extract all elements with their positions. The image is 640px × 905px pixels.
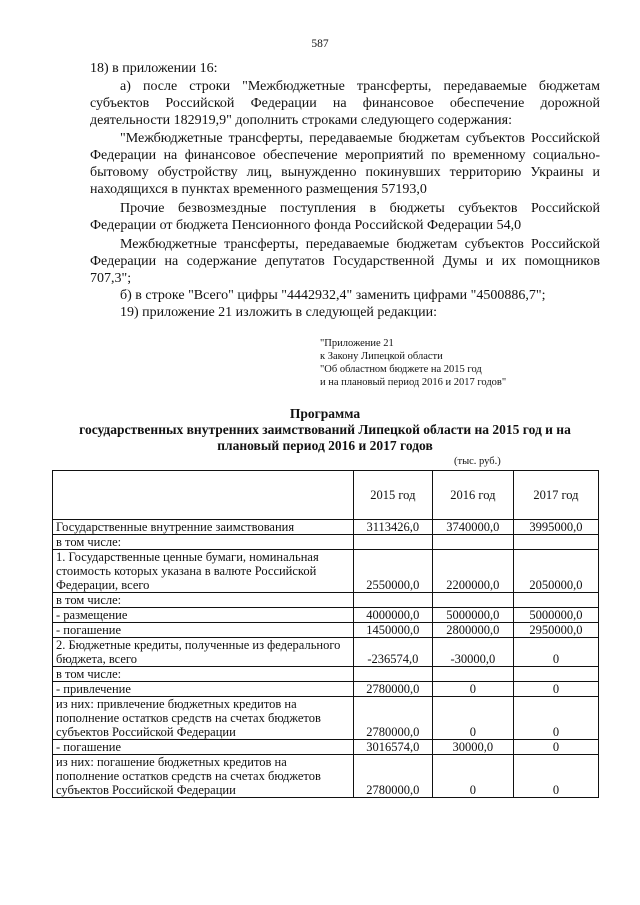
cell-value: 5000000,0 [432, 608, 513, 623]
column-header: 2016 год [432, 471, 513, 520]
cell-value [513, 667, 598, 682]
table-row [53, 638, 599, 667]
paragraph-item-19: 19) приложение 21 изложить в следующей редакции: [120, 305, 437, 320]
paragraph-item-18: 18) в приложении 16: [90, 61, 218, 76]
cell-value: -30000,0 [432, 638, 513, 667]
cell-value: 2050000,0 [513, 550, 598, 593]
cell-value: 2780000,0 [353, 697, 432, 740]
appendix-line: "Приложение 21 [320, 338, 394, 349]
cell-value: 0 [513, 638, 598, 667]
row-label: из них: привлечение бюджетных кредитов на пополнение остатков средств на счетах бюджетов субъектов Российской Федерации [53, 697, 354, 740]
table-row [53, 608, 599, 623]
table-row [53, 682, 599, 697]
cell-value [353, 535, 432, 550]
column-header [53, 471, 354, 520]
cell-value: 0 [513, 755, 598, 798]
row-label: в том числе: [53, 535, 354, 550]
column-header: 2017 год [513, 471, 598, 520]
borrowing-table [52, 470, 599, 798]
cell-value [432, 667, 513, 682]
table-row [53, 550, 599, 593]
cell-value: 2800000,0 [432, 623, 513, 638]
paragraph-item-b: б) в строке "Всего" цифры "4442932,4" заменить цифрами "4500886,7"; [120, 288, 546, 303]
cell-value [513, 593, 598, 608]
cell-value: 3995000,0 [513, 520, 598, 535]
row-label: в том числе: [53, 593, 354, 608]
paragraph-new-lines: "Межбюджетные трансферты, передаваемые бюджетам субъектов Российской Федерации на финансовое обеспечение мероприятий по временному социально-бытовому обустройству лиц, вынужденно покинувших территорию Украины и находящихся в пунктах временного размещения 57193,0 [90, 131, 600, 197]
row-label: - размещение [53, 608, 354, 623]
paragraph-item-a: а) после строки "Межбюджетные трансферты, передаваемые бюджетам субъектов Российской Федерации на финансовое обеспечение дорожной деятельности 182919,9" дополнить строками следующего содержания: [90, 79, 600, 128]
body-text [90, 60, 600, 321]
cell-value: 4000000,0 [353, 608, 432, 623]
appendix-line: "Об областном бюджете на 2015 год [320, 364, 482, 375]
appendix-line: к Закону Липецкой области [320, 351, 443, 362]
table-row [53, 740, 599, 755]
cell-value: 2780000,0 [353, 755, 432, 798]
cell-value: 30000,0 [432, 740, 513, 755]
cell-value: 0 [513, 697, 598, 740]
cell-value [353, 667, 432, 682]
program-title-line: Программа [289, 406, 361, 421]
table-row [53, 520, 599, 535]
table-header-row [53, 471, 599, 520]
cell-value: 2950000,0 [513, 623, 598, 638]
table-row [53, 697, 599, 740]
cell-value: 2550000,0 [353, 550, 432, 593]
row-label: - привлечение [53, 682, 354, 697]
cell-value: -236574,0 [353, 638, 432, 667]
page-number: 587 [311, 38, 329, 50]
row-label: - погашение [53, 623, 354, 638]
cell-value: 2780000,0 [353, 682, 432, 697]
column-header: 2015 год [353, 471, 432, 520]
row-label: - погашение [53, 740, 354, 755]
program-title-line: плановый период 2016 и 2017 годов [217, 438, 433, 453]
cell-value: 1450000,0 [353, 623, 432, 638]
program-title-line: государственных внутренних заимствований Липецкой области на 2015 год и на [79, 422, 571, 437]
cell-value: 5000000,0 [513, 608, 598, 623]
table-row [53, 667, 599, 682]
cell-value [432, 593, 513, 608]
cell-value: 0 [513, 740, 598, 755]
cell-value [353, 593, 432, 608]
units-label: (тыс. руб.) [454, 456, 501, 467]
cell-value: 3740000,0 [432, 520, 513, 535]
cell-value [432, 535, 513, 550]
cell-value: 0 [513, 682, 598, 697]
row-label: 2. Бюджетные кредиты, полученные из федерального бюджета, всего [53, 638, 354, 667]
paragraph-pension-fund: Прочие безвозмездные поступления в бюджеты субъектов Российской Федерации от бюджета Пенсионного фонда Российской Федерации 54,0 [90, 201, 600, 233]
cell-value: 3016574,0 [353, 740, 432, 755]
cell-value: 0 [432, 755, 513, 798]
table-row [53, 593, 599, 608]
cell-value: 0 [432, 682, 513, 697]
paragraph-state-duma: Межбюджетные трансферты, передаваемые бюджетам субъектов Российской Федерации на содержание депутатов Государственной Думы и их помощников 707,3"; [90, 237, 600, 286]
row-label: 1. Государственные ценные бумаги, номинальная стоимость которых указана в валюте Российской Федерации, всего [53, 550, 354, 593]
appendix-header [320, 337, 506, 389]
table-row [53, 535, 599, 550]
row-label: Государственные внутренние заимствования [53, 520, 354, 535]
row-label: из них: погашение бюджетных кредитов на пополнение остатков средств на счетах бюджетов субъектов Российской Федерации [53, 755, 354, 798]
table-row [53, 755, 599, 798]
cell-value: 3113426,0 [353, 520, 432, 535]
cell-value: 2200000,0 [432, 550, 513, 593]
cell-value: 0 [432, 697, 513, 740]
appendix-line: и на плановый период 2016 и 2017 годов" [320, 377, 507, 388]
row-label: в том числе: [53, 667, 354, 682]
program-title [40, 406, 610, 454]
table-row [53, 623, 599, 638]
cell-value [513, 535, 598, 550]
